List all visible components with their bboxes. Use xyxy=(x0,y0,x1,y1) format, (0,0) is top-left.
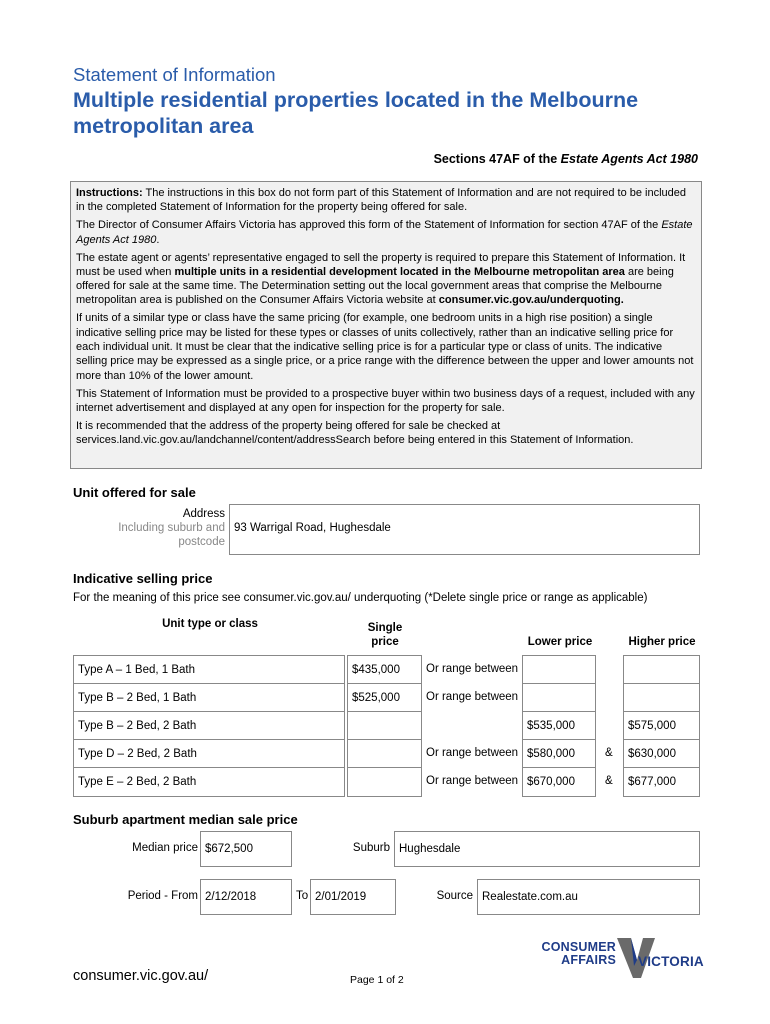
instructions-p2-act: Estate Agents Act 1980 xyxy=(76,219,693,246)
row-lower-price[interactable]: $670,000 xyxy=(522,767,596,797)
row-higher-price[interactable]: $575,000 xyxy=(623,711,700,740)
period-from-field[interactable]: 2/12/2018 xyxy=(200,879,292,915)
row-single-price[interactable] xyxy=(347,711,422,740)
instructions-p2 xyxy=(76,218,696,247)
row-lower-price[interactable]: $535,000 xyxy=(522,711,596,740)
address-sublabel-1: Including suburb and xyxy=(118,522,225,534)
consumer-affairs-victoria-logo xyxy=(528,938,703,980)
page-title: Multiple residential properties located in the Melbourne metropolitan area xyxy=(73,88,639,138)
instructions-p3-bold1: multiple units in a residential development located in the Melbourne metropolitan area xyxy=(174,265,625,278)
unit-offered-heading: Unit offered for sale xyxy=(73,485,196,500)
row-range-text: Or range between xyxy=(426,775,519,787)
address-label: Address xyxy=(182,508,225,520)
act-name: Estate Agents Act 1980 xyxy=(560,152,698,166)
source-field[interactable]: Realestate.com.au xyxy=(477,879,700,915)
address-field[interactable]: 93 Warrigal Road, Hughesdale xyxy=(229,504,700,555)
logo-line-victoria: VICTORIA xyxy=(638,954,704,969)
row-unit-type[interactable]: Type B – 2 Bed, 1 Bath xyxy=(73,683,345,712)
sections-prefix: Sections 47AF of the xyxy=(433,152,561,166)
suburb-field[interactable]: Hughesdale xyxy=(394,831,700,867)
sections-reference xyxy=(434,152,698,166)
instructions-p4: If units of a similar type or class have the same pricing (for example, one bedroom units in a high rise position) a single indicative selling price may be listed for these types or classes of units collectively, rather than an indicative selling price for each individual unit. It must be clear that the indicative selling price is for a particular type or class of units. The indicative selling price may be expressed as a single price, or a price range with the difference between the upper and lower amounts not more than 10% of the lower amount. xyxy=(76,312,694,382)
instructions-p6: It is recommended that the address of the property being offered for sale be checked at services.land.vic.gov.au/landchannel/content/addressSearch before being entered in this Statement of Information. xyxy=(76,419,634,447)
row-single-price[interactable] xyxy=(347,739,422,768)
indicative-price-heading: Indicative selling price xyxy=(73,571,213,586)
instructions-p3-b: are being offered for sale at the same time. The Determination setting out the local government areas that comprise the Melbourne metropolitan area is published on the Consumer Affairs Victoria website at xyxy=(76,265,674,307)
median-heading: Suburb apartment median sale price xyxy=(73,812,298,827)
row-higher-price[interactable]: $677,000 xyxy=(623,767,700,797)
row-lower-price[interactable] xyxy=(522,655,596,684)
row-range-text: Or range between xyxy=(426,663,519,675)
instructions-p3-a: The estate agent or agents’ representative engaged to sell the property is required to prepare this Statement of Information. It must be used when xyxy=(76,251,686,278)
median-price-label: Median price xyxy=(132,842,198,854)
document-type: Statement of Information xyxy=(73,64,276,85)
row-ampersand: & xyxy=(605,747,613,759)
col-header-higher: Higher price xyxy=(628,636,696,648)
row-higher-price[interactable]: $630,000 xyxy=(623,739,700,768)
col-header-unit-type: Unit type or class xyxy=(162,618,258,630)
footer-website[interactable]: consumer.vic.gov.au/ xyxy=(73,968,209,984)
row-single-price[interactable]: $525,000 xyxy=(347,683,422,712)
period-to-field[interactable]: 2/01/2019 xyxy=(310,879,396,915)
instructions-p5: This Statement of Information must be provided to a prospective buyer within two business days of a request, included with any internet advertisement and displayed at any open for inspection for the property for sale. xyxy=(76,387,695,414)
row-higher-price[interactable] xyxy=(623,655,700,684)
instructions-p2-text: The Director of Consumer Affairs Victoria has approved this form of the Statement of Information for section 47AF of the xyxy=(76,219,662,232)
row-lower-price[interactable]: $580,000 xyxy=(522,739,596,768)
col-header-lower: Lower price xyxy=(527,636,593,648)
instructions-p2-end: . xyxy=(156,233,160,246)
row-unit-type[interactable]: Type A – 1 Bed, 1 Bath xyxy=(73,655,345,684)
row-ampersand: & xyxy=(605,775,613,787)
row-higher-price[interactable] xyxy=(623,683,700,712)
suburb-label: Suburb xyxy=(352,842,390,854)
instructions-p1-text: The instructions in this box do not form part of this Statement of Information and are not required to be included in the completed Statement of Information for the property being offered for sale. xyxy=(76,187,687,214)
logo-line-consumer: CONSUMER xyxy=(541,940,616,954)
row-unit-type[interactable]: Type B – 2 Bed, 2 Bath xyxy=(73,711,345,740)
instructions-p3 xyxy=(76,251,696,308)
row-single-price[interactable]: $435,000 xyxy=(347,655,422,684)
address-sublabel-2: postcode xyxy=(178,536,225,548)
col-header-single-2: price xyxy=(371,636,399,648)
row-unit-type[interactable]: Type D – 2 Bed, 2 Bath xyxy=(73,739,345,768)
instructions-box xyxy=(70,181,702,469)
row-unit-type[interactable]: Type E – 2 Bed, 2 Bath xyxy=(73,767,345,797)
logo-line-affairs: AFFAIRS xyxy=(561,953,616,967)
row-range-text: Or range between xyxy=(426,747,519,759)
period-to-label: To xyxy=(296,890,309,902)
row-range-text: Or range between xyxy=(426,691,519,703)
source-label: Source xyxy=(436,890,473,902)
page-number: Page 1 of 2 xyxy=(350,974,404,986)
indicative-price-note: For the meaning of this price see consumer.vic.gov.au/ underquoting (*Delete single price or range as applicable) xyxy=(73,592,648,604)
row-single-price[interactable] xyxy=(347,767,422,797)
row-lower-price[interactable] xyxy=(522,683,596,712)
instructions-p1 xyxy=(76,186,696,215)
median-price-field[interactable]: $672,500 xyxy=(200,831,292,867)
period-from-label: Period - From xyxy=(127,890,198,902)
instructions-label: Instructions: xyxy=(76,187,143,199)
col-header-single-1: Single xyxy=(367,622,403,634)
underquoting-link[interactable]: consumer.vic.gov.au/underquoting. xyxy=(438,294,624,307)
